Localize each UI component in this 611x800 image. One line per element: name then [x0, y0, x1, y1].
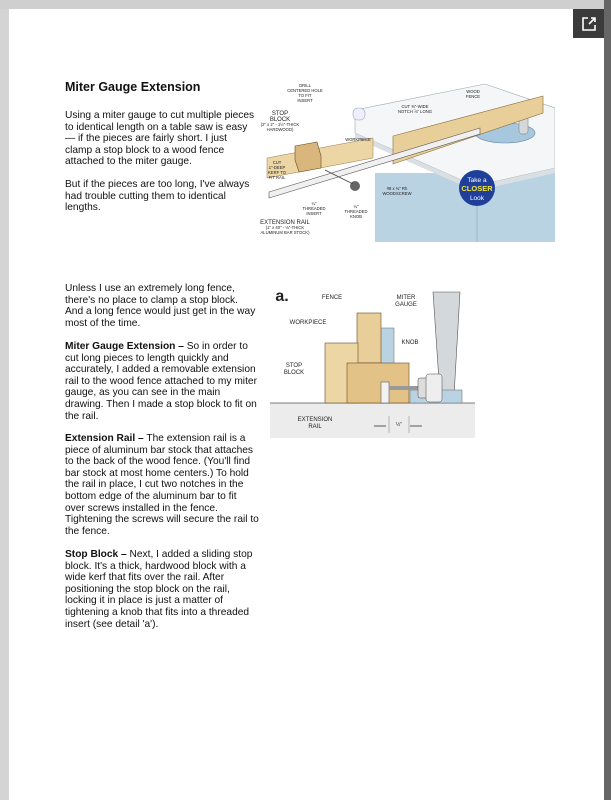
badge-text-look: Look: [469, 195, 485, 202]
section-heading-stop-block: Stop Block –: [65, 549, 127, 560]
external-link-icon: [581, 16, 597, 32]
label-cut-kerf: KERF TO: [268, 170, 286, 175]
label-stop-block: BLOCK: [269, 117, 291, 123]
threaded-knob: [350, 181, 360, 191]
body-text-4: Next, I added a sliding stop block. It's a thick, hardwood block with a wide kerf that fits over the rail. After positioning the stop block on the rail, locking it in place is just a matter of tightening a knob that fits into a threaded insert (see detail 'a').: [65, 549, 253, 630]
badge-text-closer: CLOSER: [461, 184, 493, 193]
label-stop-block: STOP: [271, 111, 289, 117]
section-heading-extension-rail: Extension Rail –: [65, 433, 144, 444]
body-paragraph-1: [65, 283, 257, 329]
label-extension-rail: EXTENSION: [297, 417, 333, 423]
label-threaded-knob: THREADED: [344, 209, 368, 214]
label-wood-fence: WOOD: [466, 89, 480, 94]
label-workpiece: WORKPIECE: [345, 137, 371, 142]
label-dimension: ½": [396, 422, 402, 428]
label-cut-kerf: CUT: [272, 160, 282, 165]
label-woodscrew: WOODSCREW: [382, 191, 412, 196]
body-paragraph-2: [65, 341, 259, 422]
stop-block: [295, 142, 321, 172]
detail-a-illustration: [270, 278, 475, 438]
label-knob: KNOB: [401, 340, 419, 346]
knob-grip: [426, 374, 442, 402]
label-extension-rail: RAIL: [308, 424, 322, 430]
label-drill: DRILL: [299, 83, 311, 88]
label-threaded-insert: ¼": [311, 201, 317, 206]
intro-paragraph-1: [65, 110, 255, 168]
label-drill: INSERT: [297, 98, 313, 103]
fence: [357, 313, 381, 363]
body-paragraph-4: [65, 549, 259, 630]
label-threaded-insert: INSERT: [306, 211, 322, 216]
label-stop-block: STOP: [285, 363, 303, 369]
body-text-2: So in order to cut long pieces to length quickly and accurately, I added a removable extension rail to the wood fence attached to my miter gauge, as you can see in the main drawing. Then I made a stop block to fit on the rail.: [65, 341, 257, 422]
intro-text-1: Using a miter gauge to cut multiple pieces to identical length on a table saw is easy — if the pieces are fairly short. I just clamp a stop block to a wood fence attached to the miter gauge.: [65, 110, 255, 168]
fence-backing: [380, 328, 394, 366]
extension-rail: [381, 382, 389, 403]
label-workpiece: WORKPIECE: [289, 320, 327, 326]
body-text-1: Unless I use an extremely long fence, there's no place to clamp a stop block. And a long fence would just get in the way most of the time.: [65, 283, 256, 329]
label-cut-kerf: FIT RAIL: [268, 175, 286, 180]
body-text-3: The extension rail is a piece of aluminum bar stock that attaches to the back of the wood fence. (You'll find bar stock at most home centers.) To hold the rail in place, I cut two notches in the bottom edge of the aluminum bar to fit over screws installed in the fence. Tightening the screws will secure the rail to the fence.: [65, 433, 259, 537]
badge-text-take-a: Take a: [467, 177, 487, 184]
scrollbar[interactable]: [604, 0, 611, 800]
label-fence: FENCE: [321, 295, 343, 301]
label-extension-rail-spec: ALUMINUM BAR STOCK): [260, 230, 310, 235]
detail-id-label: a.: [275, 288, 289, 305]
label-miter-gauge: MITER: [396, 295, 416, 301]
label-miter-gauge: GAUGE: [395, 302, 417, 308]
intro-text-2: But if the pieces are too long, I've always had trouble cutting them to identical lengths.: [65, 179, 250, 214]
label-stop-block-spec: (2" x 2" - 1½"-THICK: [260, 122, 300, 127]
label-extension-rail: EXTENSION RAIL: [260, 220, 310, 226]
label-drill: TO FIT: [298, 93, 312, 98]
label-threaded-knob: KNOB: [350, 214, 362, 219]
label-notch: NOTCH ⅞" LONG: [397, 109, 433, 114]
viewer-top-bar: [0, 0, 611, 9]
article-title: Miter Gauge Extension: [65, 80, 201, 94]
label-notch: CUT ⅜"-WIDE: [401, 104, 429, 109]
section-heading-miter-gauge-extension: Miter Gauge Extension –: [65, 341, 184, 352]
label-woodscrew: #8 x ¾" Rh: [386, 186, 408, 191]
label-stop-block: BLOCK: [283, 370, 305, 376]
stop-block: [347, 363, 409, 403]
body-paragraph-3: [65, 433, 259, 537]
fence-rail-end: [353, 108, 365, 120]
label-wood-fence: FENCE: [465, 94, 481, 99]
label-drill: CENTERED HOLE: [287, 88, 323, 93]
label-extension-rail-spec: (1" x 40" - ⅛"-THICK: [265, 225, 305, 230]
intro-paragraph-2: [65, 179, 255, 214]
label-stop-block-spec: HARDWOOD): [266, 127, 294, 132]
label-threaded-knob: ¼": [353, 204, 359, 209]
popout-button[interactable]: [573, 9, 604, 38]
main-illustration: [255, 78, 555, 244]
label-threaded-insert: THREADED: [302, 206, 326, 211]
label-cut-kerf: 1"-DEEP: [268, 165, 286, 170]
threaded-stem: [389, 386, 419, 390]
